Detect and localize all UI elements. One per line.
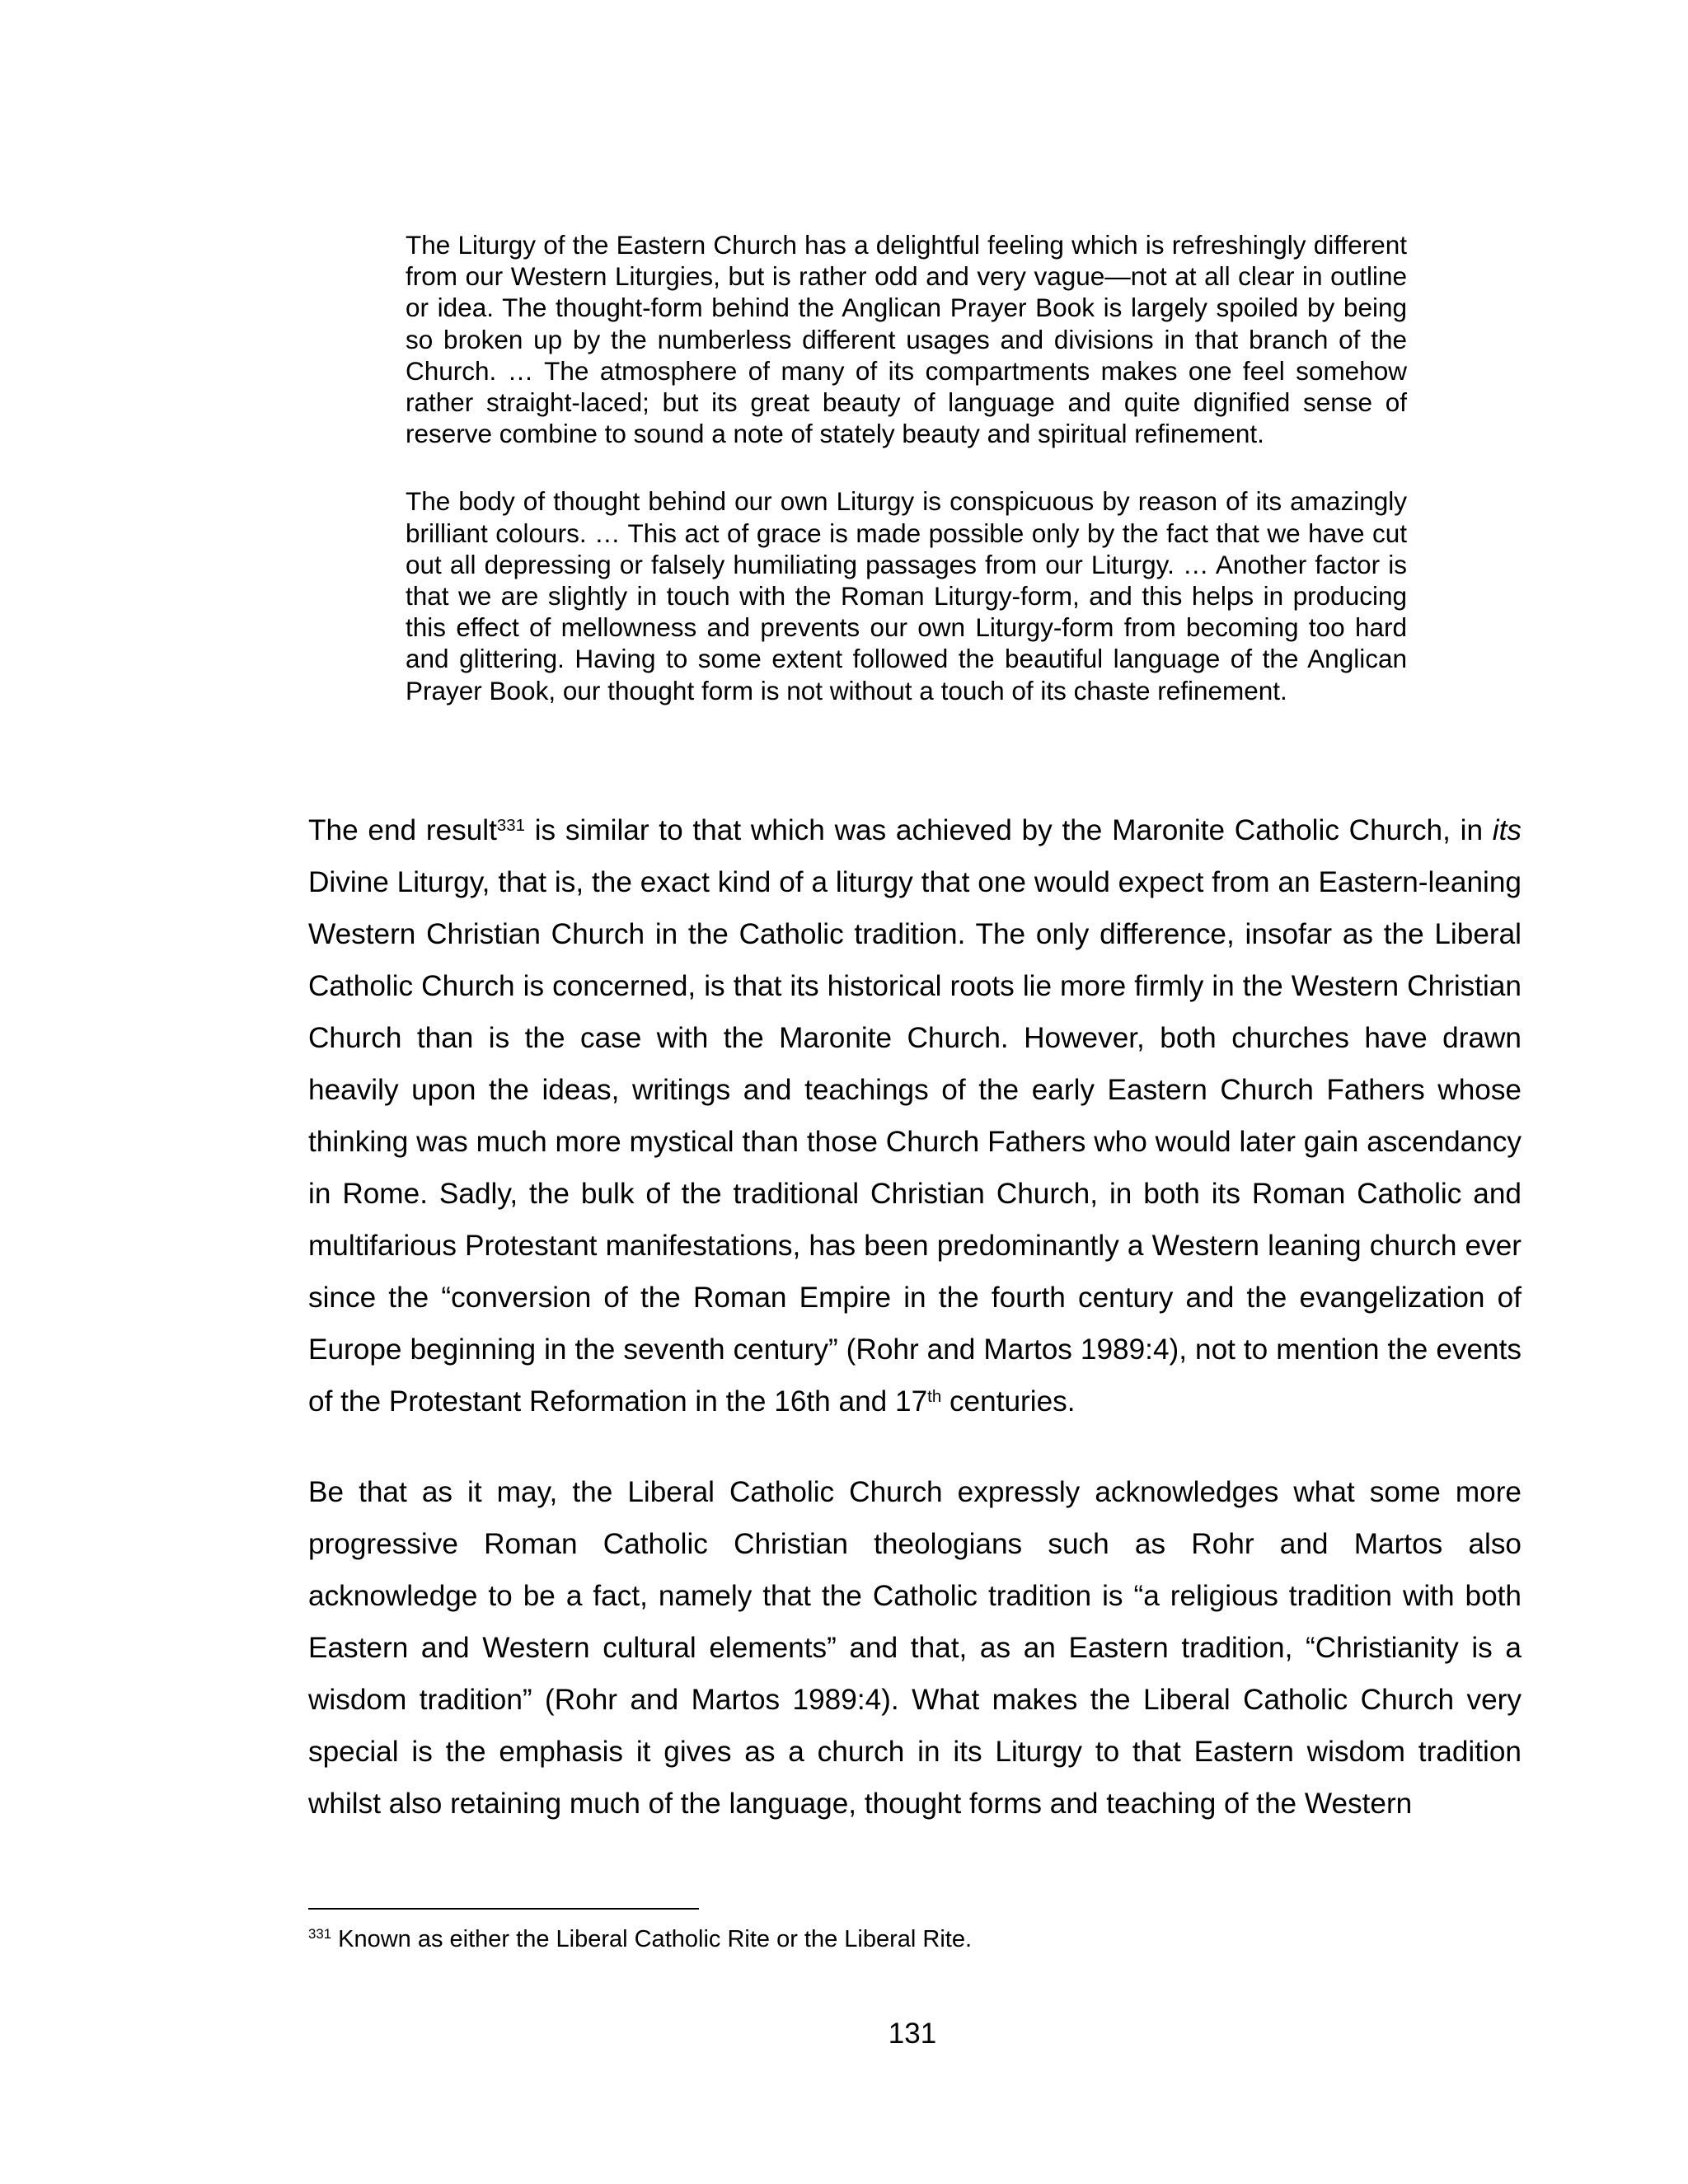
body-paragraph-1 [308, 804, 1522, 1427]
body-paragraph-2: Be that as it may, the Liberal Catholic Church expressly acknowledges what some more progressive Roman Catholic Christian theologians such as Rohr and Martos also acknowledge to be a fact, namely that the Catholic tradition is “a religious tradition with both Eastern and Western cultural elements” and that, as an Eastern tradition, “Christianity is a wisdom tradition” (Rohr and Martos 1989:4). What makes the Liberal Catholic Church very special is the emphasis it gives as a church in its Liturgy to that Eastern wisdom tradition whilst also retaining much of the language, thought forms and teaching of the Western [308, 1476, 1522, 1820]
footnote-reference: 331 [496, 816, 525, 835]
footnote [308, 1924, 1522, 1955]
footnote-divider [308, 1908, 699, 1910]
block-quote [406, 229, 1407, 706]
footnote-number: 331 [308, 1925, 332, 1942]
italic-word: its [1492, 814, 1522, 846]
body-text [308, 804, 1522, 1830]
body-paragraph-1-after-ref: is similar to that which was achieved by the Maronite Catholic Church, in [524, 814, 1493, 846]
body-paragraph-1-ending: centuries. [941, 1385, 1076, 1418]
block-quote-paragraph-1: The Liturgy of the Eastern Church has a delightful feeling which is refreshingly different from our Western Liturgies, but is rather odd and very vague—not at all clear in outline or idea. The thought-form behind the Anglican Prayer Book is largely spoiled by being so broken up by the numberless different usages and divisions in that branch of the Church. … The atmosphere of many of its compartments makes one feel somehow rather straight-laced; but its great beauty of language and quite dignified sense of reserve combine to sound a note of stately beauty and spiritual refinement. [406, 230, 1407, 449]
body-paragraph-1-rest: Divine Liturgy, that is, the exact kind of a liturgy that one would expect from an Eastern-leaning Western Christian Church in the Catholic tradition. The only difference, insofar as the Liberal Catholic Church is concerned, is that its historical roots lie more firmly in the Western Christian Church than is the case with the Maronite Church. However, both churches have drawn heavily upon the ideas, writings and teachings of the early Eastern Church Fathers whose thinking was much more mystical than those Church Fathers who would later gain ascendancy in Rome. Sadly, the bulk of the traditional Christian Church, in both its Roman Catholic and multifarious Protestant manifestations, has been predominantly a Western leaning church ever since the “conversion of the Roman Empire in the fourth century and the evangelization of Europe beginning in the seventh century” (Rohr and Martos 1989:4), not to mention the events of the Protestant Reformation in the 16th and 17 [308, 866, 1522, 1418]
footnote-text: Known as either the Liberal Catholic Rite or the Liberal Rite. [331, 1926, 973, 1952]
page-number: 131 [888, 2018, 937, 2050]
ordinal-suffix: th [927, 1387, 942, 1406]
body-paragraph-1-lead: The end result [308, 814, 497, 846]
block-quote-paragraph-2: The body of thought behind our own Liturgy is conspicuous by reason of its amazingly brilliant colours. … This act of grace is made possible only by the fact that we have cut out all depressing or falsely humiliating passages from our Liturgy. … Another factor is that we are slightly in touch with the Roman Liturgy-form, and this helps in producing this effect of mellowness and prevents our own Liturgy-form from becoming too hard and glittering. Having to some extent followed the beautiful language of the Anglican Prayer Book, our thought form is not without a touch of its chaste refinement. [406, 486, 1407, 705]
